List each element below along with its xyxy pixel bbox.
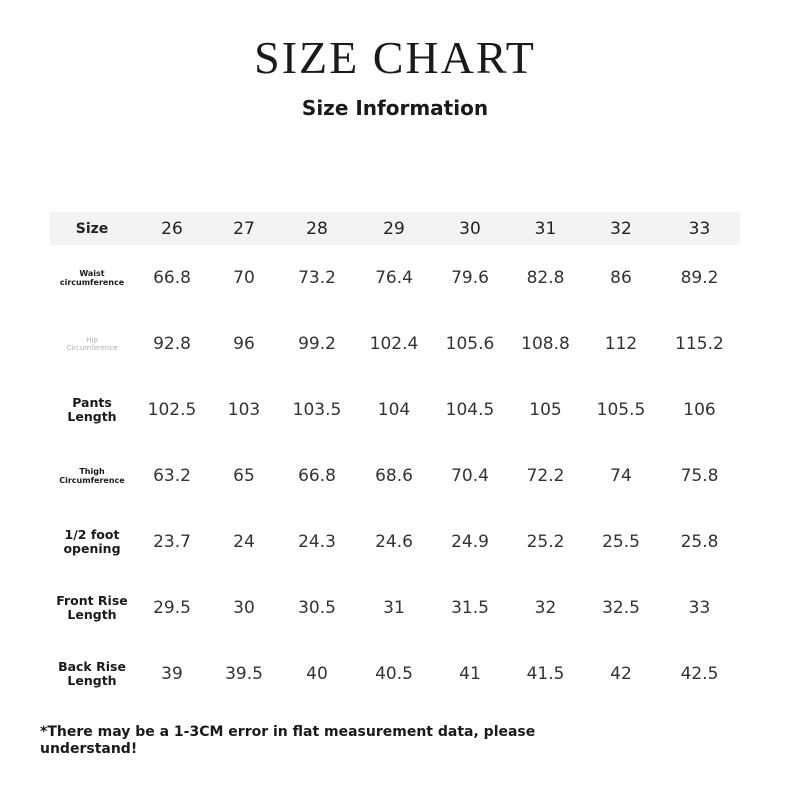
table-cell: 30 — [233, 598, 255, 618]
table-cell: 82.8 — [526, 268, 565, 288]
table-cell: 24.9 — [451, 532, 489, 552]
size-header-cell: 29 — [383, 218, 405, 239]
row-label-pants-length — [50, 377, 134, 443]
table-row — [50, 443, 740, 509]
table-cell: 25.8 — [680, 532, 719, 552]
table-cell: 23.7 — [153, 532, 191, 552]
table-cell: 108.8 — [521, 334, 570, 354]
table-cell: 99.2 — [298, 334, 336, 354]
table-cell: 31 — [383, 598, 405, 618]
table-row — [50, 377, 740, 443]
table-cell: 41.5 — [526, 664, 565, 684]
table-cell: 105.5 — [596, 400, 646, 420]
measurement-disclaimer: *There may be a 1-3CM error in flat measurement data, please understand! — [40, 724, 536, 757]
table-cell: 102.4 — [369, 334, 419, 354]
row-label-line: opening — [63, 541, 121, 556]
page-subtitle: Size Information — [301, 96, 489, 120]
row-label-line: Circumference — [66, 344, 118, 352]
size-header-row — [50, 212, 740, 245]
table-cell: 40.5 — [375, 664, 413, 684]
row-label-line: Length — [67, 409, 117, 424]
page-title: SIZE CHART — [254, 32, 536, 83]
table-row — [50, 245, 740, 311]
table-cell: 39.5 — [225, 664, 263, 684]
table-cell: 32.5 — [602, 598, 640, 618]
table-cell: 72.2 — [526, 466, 565, 486]
table-cell: 112 — [604, 334, 638, 354]
row-label-line: Length — [67, 607, 117, 622]
table-row — [50, 641, 740, 707]
table-cell: 106 — [683, 400, 716, 420]
table-cell: 92.8 — [153, 334, 191, 354]
table-row — [50, 311, 740, 377]
table-cell: 73.2 — [298, 268, 336, 288]
row-label-line: Back Rise — [58, 658, 126, 674]
table-cell: 70 — [233, 268, 255, 288]
table-cell: 115.2 — [675, 334, 724, 354]
row-label-line: Hip — [86, 335, 98, 344]
table-cell: 63.2 — [153, 466, 191, 486]
table-cell: 32 — [534, 598, 557, 618]
row-label-front-rise — [50, 575, 134, 641]
size-header-cell: 27 — [233, 218, 255, 239]
row-label-waist — [50, 245, 134, 311]
size-header-cell: 33 — [688, 218, 711, 239]
row-label-back-rise — [50, 641, 134, 707]
table-cell: 86 — [610, 268, 632, 288]
table-cell: 104 — [377, 400, 411, 420]
row-label-line: Pants — [72, 394, 112, 410]
size-header-cell: 28 — [306, 218, 328, 239]
table-cell: 79.6 — [451, 268, 489, 288]
table-cell: 68.6 — [375, 466, 413, 486]
size-header-cell: 32 — [610, 218, 632, 239]
table-row — [50, 575, 740, 641]
table-cell: 105.6 — [445, 334, 495, 354]
table-cell: 75.8 — [680, 466, 719, 486]
size-header-cell: 30 — [459, 218, 481, 239]
table-cell: 39 — [161, 664, 183, 684]
table-cell: 30.5 — [298, 598, 336, 618]
table-cell: 24 — [233, 532, 255, 552]
table-cell: 65 — [233, 466, 255, 486]
table-cell: 76.4 — [375, 268, 413, 288]
row-label-line: 1/2 foot — [64, 526, 120, 542]
table-cell: 33 — [688, 598, 711, 618]
table-cell: 102.5 — [147, 400, 197, 420]
row-label-line: Circumference — [59, 476, 125, 485]
size-header-label: Size — [75, 220, 109, 237]
table-cell: 103.5 — [292, 400, 342, 420]
row-label-thigh — [50, 443, 134, 509]
row-label-line: circumference — [59, 278, 125, 287]
size-header-cell: 26 — [161, 218, 183, 239]
row-label-line: Waist — [79, 268, 105, 278]
table-cell: 66.8 — [298, 466, 336, 486]
size-header-cell: 31 — [534, 218, 557, 239]
table-cell: 105 — [529, 400, 562, 420]
table-cell: 24.3 — [298, 532, 336, 552]
table-cell: 74 — [610, 466, 632, 486]
table-cell: 29.5 — [153, 598, 191, 618]
table-cell: 70.4 — [451, 466, 489, 486]
table-cell: 104.5 — [445, 400, 495, 420]
row-label-hip — [50, 311, 134, 377]
table-row — [50, 509, 740, 575]
row-label-line: Length — [67, 673, 117, 688]
table-cell: 103 — [227, 400, 261, 420]
table-cell: 96 — [233, 334, 255, 354]
table-cell: 41 — [459, 664, 481, 684]
table-cell: 89.2 — [680, 268, 719, 288]
row-label-foot-opening — [50, 509, 134, 575]
table-cell: 24.6 — [375, 532, 413, 552]
row-label-line: Front Rise — [56, 592, 128, 608]
row-label-line: Thigh — [79, 466, 105, 476]
table-cell: 42.5 — [680, 664, 719, 684]
table-cell: 40 — [306, 664, 328, 684]
table-cell: 25.5 — [602, 532, 640, 552]
table-cell: 42 — [610, 664, 632, 684]
size-table — [50, 212, 740, 707]
table-cell: 31.5 — [451, 598, 489, 618]
table-cell: 66.8 — [153, 268, 191, 288]
table-cell: 25.2 — [526, 532, 565, 552]
